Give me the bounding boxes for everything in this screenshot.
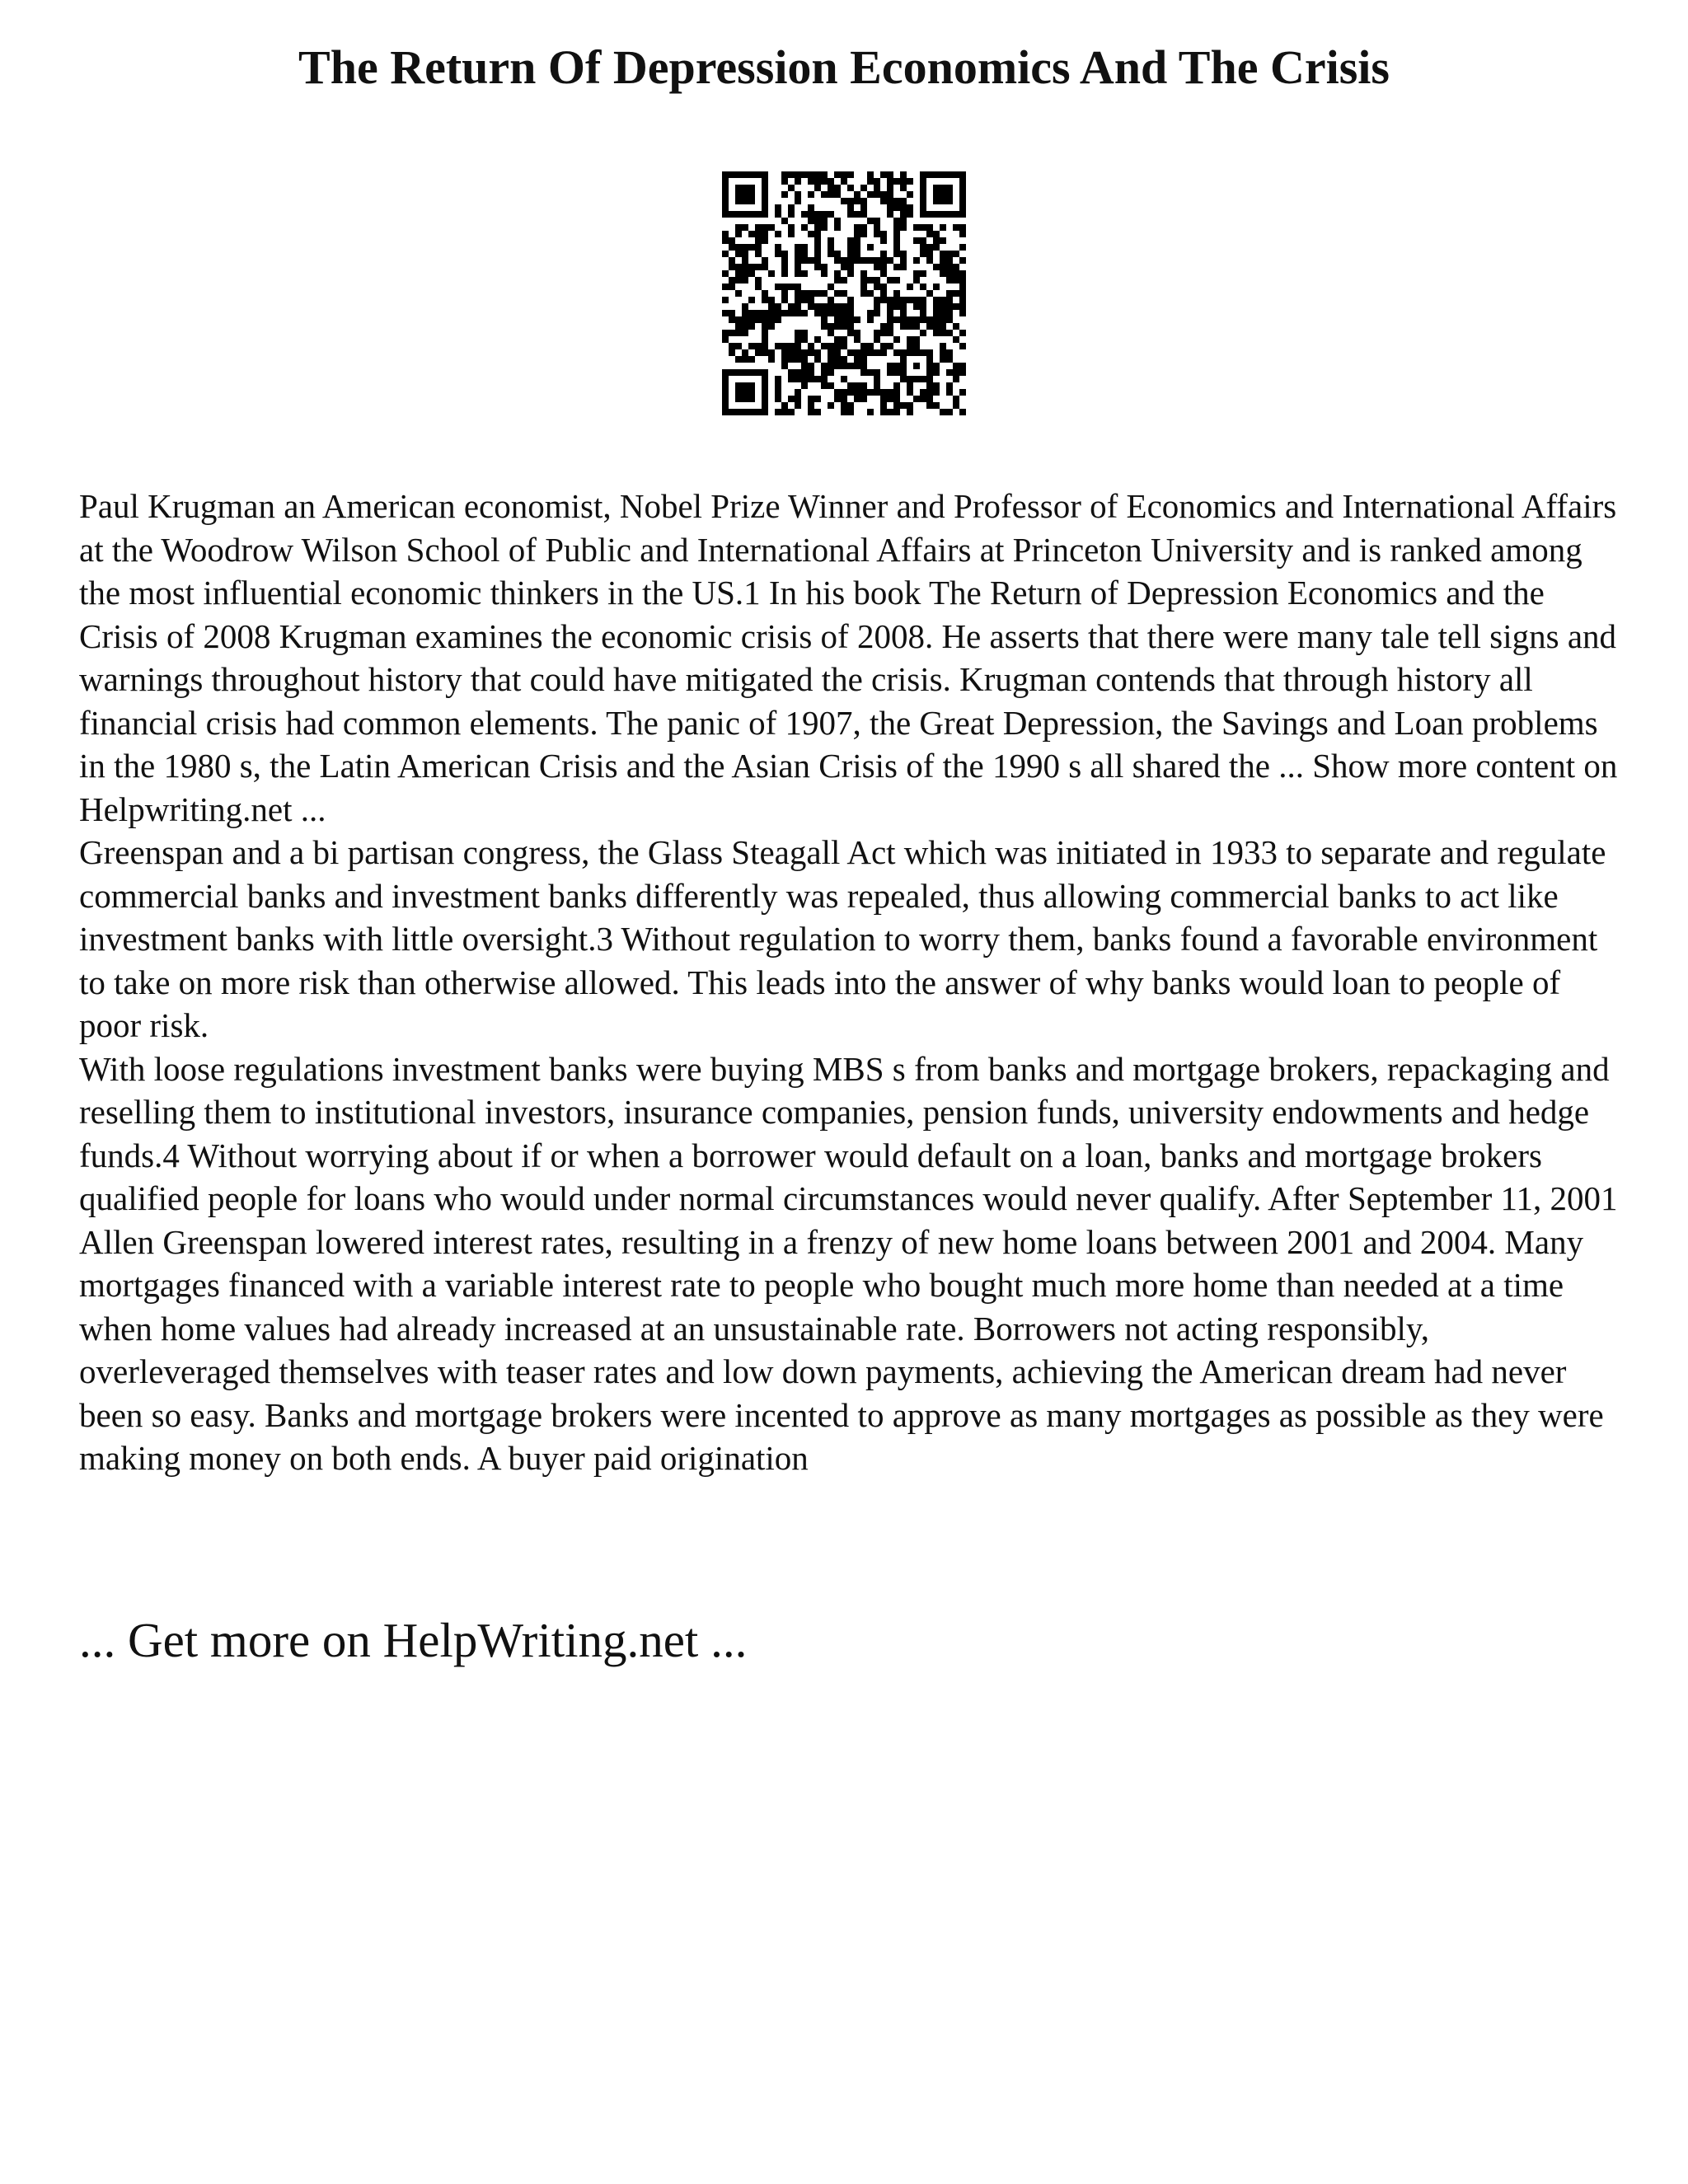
paragraph-2: Greenspan and a bi partisan congress, the Glass Steagall Act which was initiated in 1933 to separate and regulate commercial banks and investment banks differently was repealed, thus allowing commercial banks to act like investment banks with little oversight.3 Without regulation to worry them, banks found a favorable environment to take on more risk than otherwise allowed. This leads into the answer of why banks would loan to people of poor risk. — [79, 833, 1606, 1044]
article-body — [79, 485, 1629, 1480]
get-more-link[interactable]: ... Get more on HelpWriting.net ... — [79, 1613, 748, 1667]
page-title: The Return Of Depression Economics And The Crisis — [298, 40, 1390, 94]
qr-code-graphic — [722, 171, 966, 415]
qr-code-icon[interactable] — [722, 171, 966, 415]
paragraph-1: Paul Krugman an American economist, Nobel Prize Winner and Professor of Economics and International Affairs at the Woodrow Wilson School of Public and International Affairs at Princeton University and is ranked among the most influential economic thinkers in the US.1 In his book The Return of Depression Economics and the Crisis of 2008 Krugman examines the economic crisis of 2008. He asserts that there were many tale tell signs and warnings throughout history that could have mitigated the crisis. Krugman contends that through history all financial crisis had common elements. The panic of 1907, the Great Depression, the Savings and Loan problems in the 1980 s, the Latin American Crisis and the Asian Crisis of the 1990 s all shared the ... Show more content on Helpwriting.net ... — [79, 487, 1618, 828]
paragraph-3: With loose regulations investment banks were buying MBS s from banks and mortgage brokers, repackaging and reselling them to institutional investors, insurance companies, pension funds, university endowments and hedge funds.4 Without worrying about if or when a borrower would default on a loan, banks and mortgage brokers qualified people for loans who would under normal circumstances would never qualify. After September 11, 2001 Allen Greenspan lowered interest rates, resulting in a frenzy of new home loans between 2001 and 2004. Many mortgages financed with a variable interest rate to people who bought much more home than needed at a time when home values had already increased at an unsustainable rate. Borrowers not acting responsibly, overleveraged themselves with teaser rates and low down payments, achieving the American dream had never been so easy. Banks and mortgage brokers were incented to approve as many mortgages as possible as they were making money on both ends. A buyer paid origination — [79, 1049, 1618, 1477]
